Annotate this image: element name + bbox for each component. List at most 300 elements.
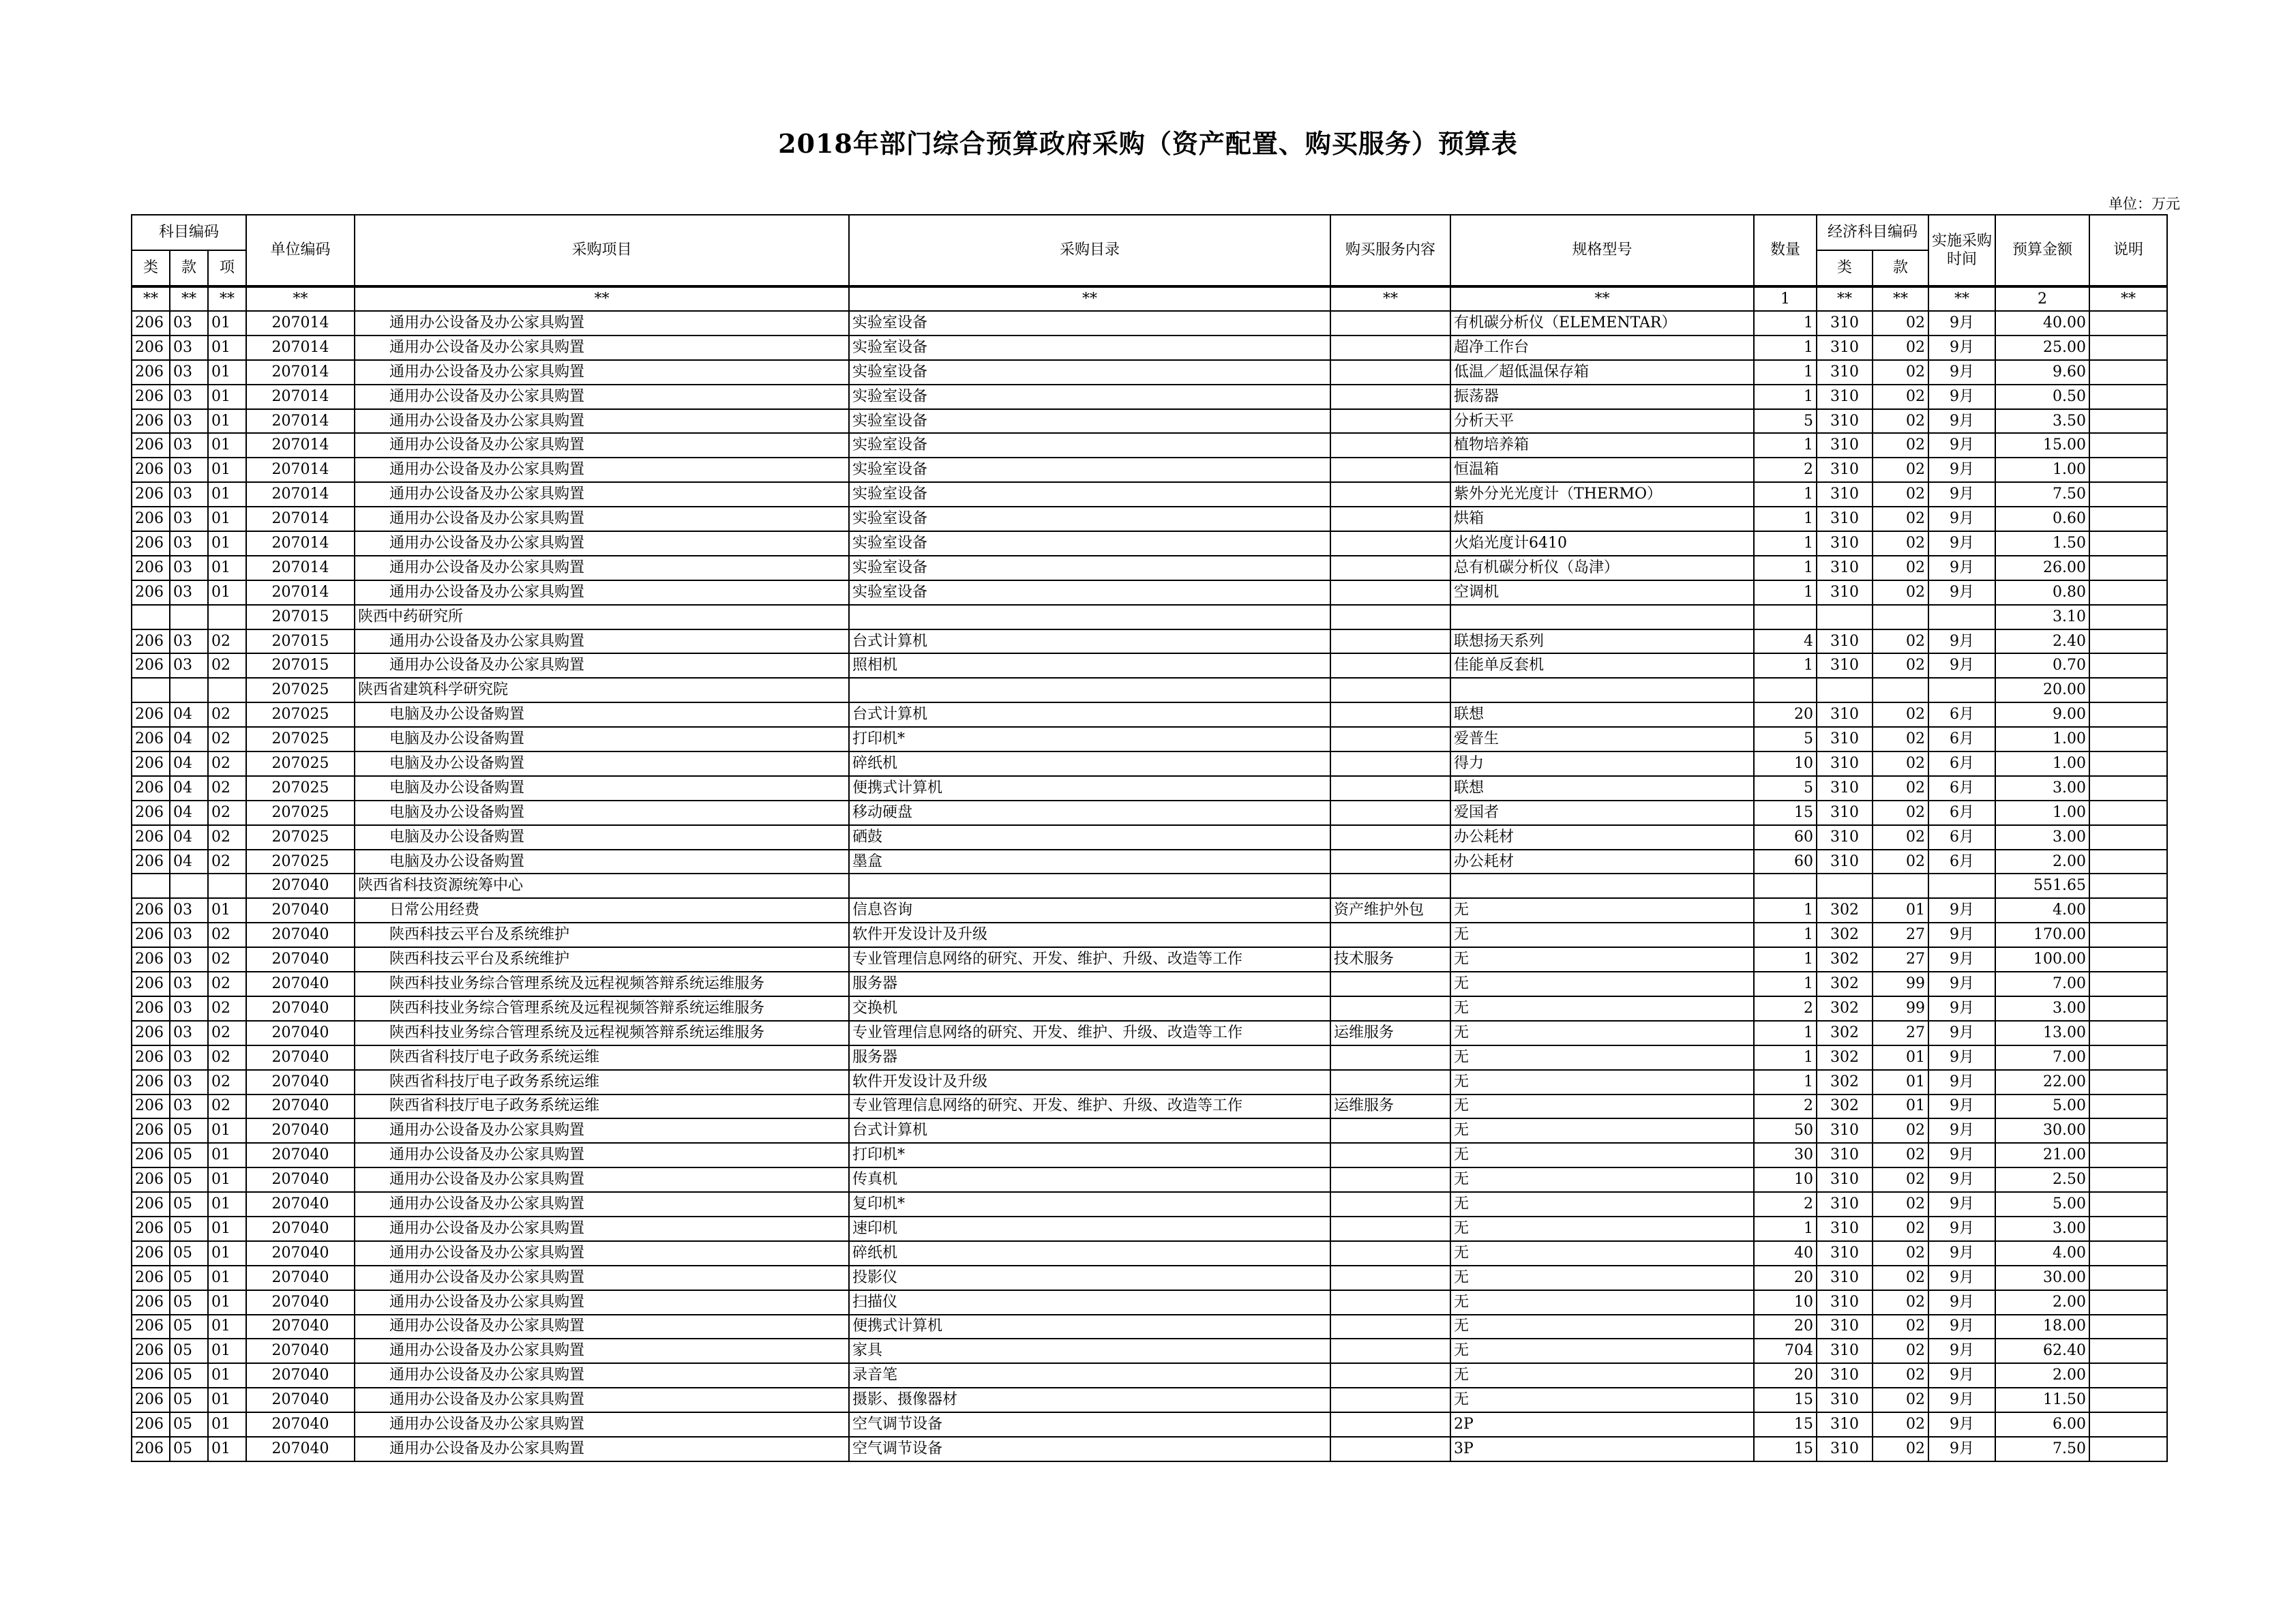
cell-amount: 1.00: [1995, 801, 2089, 825]
cell-spec: 无: [1450, 898, 1754, 923]
cell-amount: 2.00: [1995, 850, 2089, 874]
cell-econ-kuan: 02: [1873, 850, 1928, 874]
cell-qty: 30: [1754, 1143, 1817, 1167]
cell-amount: 1.00: [1995, 751, 2089, 776]
cell-service: [1330, 874, 1450, 898]
cell-service: [1330, 825, 1450, 850]
cell-time: 9月: [1928, 1118, 1995, 1143]
cell-qty: 40: [1754, 1241, 1817, 1266]
cell-econ-kuan: 02: [1873, 1388, 1928, 1412]
cell-project: 陕西科技云平台及系统维护: [355, 923, 849, 947]
cell-econ-kuan: 02: [1873, 1118, 1928, 1143]
cell-service: [1330, 751, 1450, 776]
marker-cell: **: [849, 286, 1330, 311]
table-row: [132, 1388, 2167, 1412]
cell-xiang: 02: [208, 947, 246, 972]
cell-time: [1928, 874, 1995, 898]
cell-note: [2089, 409, 2167, 434]
cell-lei: 206: [132, 1412, 170, 1437]
cell-note: [2089, 923, 2167, 947]
cell-note: [2089, 1388, 2167, 1412]
cell-time: 9月: [1928, 1437, 1995, 1461]
cell-xiang: 01: [208, 531, 246, 556]
cell-xiang: 01: [208, 1339, 246, 1363]
cell-catalog: 实验室设备: [849, 336, 1330, 360]
cell-kuan: 03: [170, 972, 208, 996]
cell-econ-kuan: 01: [1873, 898, 1928, 923]
cell-note: [2089, 531, 2167, 556]
header-project: 采购项目: [355, 215, 849, 286]
cell-lei: 206: [132, 1217, 170, 1241]
cell-lei: 206: [132, 629, 170, 654]
cell-xiang: 01: [208, 1388, 246, 1412]
table-header: [132, 215, 2167, 286]
cell-xiang: 01: [208, 1412, 246, 1437]
table-row: [132, 311, 2167, 336]
cell-lei: 206: [132, 923, 170, 947]
cell-amount: 0.50: [1995, 385, 2089, 409]
cell-xiang: 02: [208, 776, 246, 801]
cell-spec: 佳能单反套机: [1450, 653, 1754, 678]
cell-kuan: 03: [170, 433, 208, 458]
cell-catalog: 台式计算机: [849, 702, 1330, 727]
cell-qty: 20: [1754, 702, 1817, 727]
cell-service: [1330, 1363, 1450, 1388]
cell-lei: 206: [132, 1241, 170, 1266]
header-spec: 规格型号: [1450, 215, 1754, 286]
cell-econ-lei: 310: [1817, 531, 1873, 556]
cell-unit-code: 207014: [246, 385, 355, 409]
cell-xiang: 02: [208, 1021, 246, 1045]
cell-note: [2089, 1045, 2167, 1070]
table-row: [132, 556, 2167, 580]
table-row: [132, 458, 2167, 482]
table-row: [132, 1192, 2167, 1217]
cell-econ-kuan: 01: [1873, 1045, 1928, 1070]
cell-note: [2089, 458, 2167, 482]
cell-time: 6月: [1928, 801, 1995, 825]
table-row: [132, 385, 2167, 409]
cell-unit-code: 207040: [246, 1167, 355, 1192]
table-row: [132, 360, 2167, 385]
table-row: [132, 482, 2167, 507]
cell-time: 9月: [1928, 507, 1995, 531]
cell-spec: 振荡器: [1450, 385, 1754, 409]
cell-amount: 5.00: [1995, 1095, 2089, 1119]
cell-project: 电脑及办公设备购置: [355, 801, 849, 825]
cell-unit-code: 207040: [246, 1192, 355, 1217]
cell-qty: [1754, 678, 1817, 702]
cell-time: 9月: [1928, 1388, 1995, 1412]
cell-unit-code: 207015: [246, 629, 355, 654]
cell-qty: 50: [1754, 1118, 1817, 1143]
cell-amount: 26.00: [1995, 556, 2089, 580]
cell-note: [2089, 1192, 2167, 1217]
table-row: [132, 336, 2167, 360]
unit-label: 单位：万元: [2108, 196, 2180, 212]
cell-kuan: 05: [170, 1388, 208, 1412]
cell-econ-kuan: 02: [1873, 1167, 1928, 1192]
cell-kuan: [170, 605, 208, 629]
cell-note: [2089, 1339, 2167, 1363]
cell-spec: 无: [1450, 1143, 1754, 1167]
cell-project: 通用办公设备及办公家具购置: [355, 385, 849, 409]
cell-time: 9月: [1928, 1217, 1995, 1241]
cell-project: 陕西省科技厅电子政务系统运维: [355, 1045, 849, 1070]
table-row: [132, 1412, 2167, 1437]
marker-cell: **: [170, 286, 208, 311]
cell-service: [1330, 1315, 1450, 1339]
cell-note: [2089, 776, 2167, 801]
cell-note: [2089, 1412, 2167, 1437]
cell-time: 9月: [1928, 556, 1995, 580]
cell-kuan: 03: [170, 336, 208, 360]
cell-spec: 无: [1450, 1241, 1754, 1266]
cell-xiang: 01: [208, 1290, 246, 1315]
table-row: [132, 1118, 2167, 1143]
cell-service: [1330, 605, 1450, 629]
cell-service: [1330, 653, 1450, 678]
cell-catalog: 空气调节设备: [849, 1437, 1330, 1461]
cell-time: 9月: [1928, 923, 1995, 947]
cell-unit-code: 207014: [246, 458, 355, 482]
cell-xiang: 01: [208, 1192, 246, 1217]
cell-lei: 206: [132, 482, 170, 507]
cell-kuan: 03: [170, 1095, 208, 1119]
cell-catalog: 硒鼓: [849, 825, 1330, 850]
cell-project: 通用办公设备及办公家具购置: [355, 629, 849, 654]
unit-subtotal-row: [132, 874, 2167, 898]
cell-kuan: 04: [170, 727, 208, 751]
cell-qty: 1: [1754, 653, 1817, 678]
cell-amount: 15.00: [1995, 433, 2089, 458]
cell-catalog: 实验室设备: [849, 360, 1330, 385]
cell-lei: 206: [132, 702, 170, 727]
cell-xiang: 02: [208, 727, 246, 751]
cell-lei: 206: [132, 1266, 170, 1290]
cell-xiang: [208, 874, 246, 898]
cell-project: 通用办公设备及办公家具购置: [355, 1412, 849, 1437]
cell-note: [2089, 385, 2167, 409]
cell-econ-kuan: 02: [1873, 1363, 1928, 1388]
cell-spec: 无: [1450, 1045, 1754, 1070]
cell-project: 陕西省建筑科学研究院: [355, 678, 849, 702]
cell-project: 通用办公设备及办公家具购置: [355, 1217, 849, 1241]
cell-xiang: 02: [208, 972, 246, 996]
cell-note: [2089, 1241, 2167, 1266]
cell-note: [2089, 898, 2167, 923]
cell-amount: 30.00: [1995, 1118, 2089, 1143]
cell-spec: 无: [1450, 1290, 1754, 1315]
cell-spec: 无: [1450, 923, 1754, 947]
cell-qty: 1: [1754, 507, 1817, 531]
cell-amount: 0.60: [1995, 507, 2089, 531]
cell-spec: 空调机: [1450, 580, 1754, 605]
cell-unit-code: 207025: [246, 678, 355, 702]
cell-lei: 206: [132, 1045, 170, 1070]
cell-econ-kuan: 02: [1873, 727, 1928, 751]
cell-note: [2089, 556, 2167, 580]
cell-note: [2089, 433, 2167, 458]
header-kuan: 款: [170, 250, 208, 286]
cell-lei: 206: [132, 801, 170, 825]
cell-spec: 办公耗材: [1450, 850, 1754, 874]
cell-project: 日常公用经费: [355, 898, 849, 923]
cell-project: 通用办公设备及办公家具购置: [355, 1241, 849, 1266]
cell-time: 9月: [1928, 580, 1995, 605]
cell-econ-lei: 310: [1817, 556, 1873, 580]
marker-cell: **: [1873, 286, 1928, 311]
cell-kuan: 05: [170, 1241, 208, 1266]
cell-lei: 206: [132, 850, 170, 874]
cell-econ-lei: 310: [1817, 1363, 1873, 1388]
cell-qty: 1: [1754, 531, 1817, 556]
cell-econ-lei: 310: [1817, 507, 1873, 531]
cell-econ-kuan: 02: [1873, 1339, 1928, 1363]
cell-econ-kuan: 02: [1873, 653, 1928, 678]
cell-econ-lei: 302: [1817, 1021, 1873, 1045]
cell-unit-code: 207040: [246, 1363, 355, 1388]
cell-qty: 1: [1754, 556, 1817, 580]
cell-spec: 无: [1450, 947, 1754, 972]
cell-kuan: 05: [170, 1143, 208, 1167]
cell-spec: 无: [1450, 1021, 1754, 1045]
cell-unit-code: 207040: [246, 1266, 355, 1290]
cell-amount: 551.65: [1995, 874, 2089, 898]
cell-amount: 1.50: [1995, 531, 2089, 556]
cell-lei: 206: [132, 580, 170, 605]
cell-note: [2089, 605, 2167, 629]
cell-qty: 1: [1754, 482, 1817, 507]
cell-catalog: 家具: [849, 1339, 1330, 1363]
cell-service: [1330, 1290, 1450, 1315]
cell-qty: 10: [1754, 1290, 1817, 1315]
cell-catalog: 专业管理信息网络的研究、开发、维护、升级、改造等工作: [849, 947, 1330, 972]
cell-econ-kuan: 02: [1873, 1315, 1928, 1339]
cell-time: 9月: [1928, 385, 1995, 409]
table-row: [132, 850, 2167, 874]
cell-service: [1330, 1045, 1450, 1070]
cell-econ-lei: 310: [1817, 1339, 1873, 1363]
cell-lei: 206: [132, 556, 170, 580]
cell-time: 9月: [1928, 1070, 1995, 1095]
cell-service: [1330, 1266, 1450, 1290]
cell-spec: 无: [1450, 1388, 1754, 1412]
cell-note: [2089, 336, 2167, 360]
cell-econ-lei: 302: [1817, 1095, 1873, 1119]
cell-time: [1928, 678, 1995, 702]
cell-time: 6月: [1928, 825, 1995, 850]
cell-lei: 206: [132, 507, 170, 531]
cell-time: 9月: [1928, 458, 1995, 482]
cell-qty: 1: [1754, 1045, 1817, 1070]
cell-project: 陕西科技业务综合管理系统及远程视频答辩系统运维服务: [355, 972, 849, 996]
cell-unit-code: 207040: [246, 972, 355, 996]
cell-service: [1330, 1217, 1450, 1241]
cell-unit-code: 207014: [246, 556, 355, 580]
cell-xiang: 02: [208, 801, 246, 825]
cell-xiang: 01: [208, 1143, 246, 1167]
cell-lei: 206: [132, 1118, 170, 1143]
cell-unit-code: 207040: [246, 874, 355, 898]
cell-catalog: 实验室设备: [849, 433, 1330, 458]
cell-econ-lei: 310: [1817, 482, 1873, 507]
cell-catalog: 照相机: [849, 653, 1330, 678]
cell-econ-lei: 310: [1817, 311, 1873, 336]
cell-qty: 1: [1754, 1070, 1817, 1095]
cell-lei: 206: [132, 653, 170, 678]
cell-econ-kuan: [1873, 874, 1928, 898]
cell-econ-lei: 310: [1817, 825, 1873, 850]
cell-spec: 无: [1450, 1167, 1754, 1192]
cell-lei: 206: [132, 1388, 170, 1412]
cell-time: 9月: [1928, 653, 1995, 678]
cell-xiang: 02: [208, 996, 246, 1021]
cell-amount: 22.00: [1995, 1070, 2089, 1095]
cell-amount: 2.40: [1995, 629, 2089, 654]
cell-time: 6月: [1928, 776, 1995, 801]
cell-econ-kuan: 02: [1873, 507, 1928, 531]
cell-project: 通用办公设备及办公家具购置: [355, 1266, 849, 1290]
cell-econ-kuan: [1873, 605, 1928, 629]
cell-econ-lei: 310: [1817, 336, 1873, 360]
cell-qty: 10: [1754, 751, 1817, 776]
cell-kuan: 03: [170, 898, 208, 923]
cell-spec: [1450, 605, 1754, 629]
cell-econ-lei: 310: [1817, 580, 1873, 605]
marker-cell: **: [2089, 286, 2167, 311]
cell-service: [1330, 507, 1450, 531]
cell-service: [1330, 702, 1450, 727]
cell-note: [2089, 850, 2167, 874]
cell-lei: 206: [132, 1192, 170, 1217]
cell-project: 电脑及办公设备购置: [355, 825, 849, 850]
cell-note: [2089, 825, 2167, 850]
cell-time: 9月: [1928, 1290, 1995, 1315]
cell-econ-lei: [1817, 605, 1873, 629]
cell-xiang: 02: [208, 1045, 246, 1070]
cell-qty: 1: [1754, 1021, 1817, 1045]
cell-note: [2089, 1315, 2167, 1339]
cell-amount: 100.00: [1995, 947, 2089, 972]
cell-catalog: 台式计算机: [849, 1118, 1330, 1143]
table-row: [132, 702, 2167, 727]
cell-note: [2089, 996, 2167, 1021]
cell-amount: 30.00: [1995, 1266, 2089, 1290]
cell-econ-lei: 310: [1817, 1241, 1873, 1266]
cell-unit-code: 207040: [246, 1118, 355, 1143]
marker-cell: 2: [1995, 286, 2089, 311]
cell-econ-lei: 310: [1817, 409, 1873, 434]
cell-time: 6月: [1928, 751, 1995, 776]
cell-econ-kuan: 02: [1873, 531, 1928, 556]
cell-kuan: 03: [170, 556, 208, 580]
header-note: 说明: [2089, 215, 2167, 286]
cell-unit-code: 207014: [246, 482, 355, 507]
cell-econ-lei: 302: [1817, 1070, 1873, 1095]
cell-xiang: 01: [208, 556, 246, 580]
cell-econ-kuan: 02: [1873, 702, 1928, 727]
cell-kuan: 03: [170, 1021, 208, 1045]
cell-service: [1330, 556, 1450, 580]
cell-kuan: 03: [170, 482, 208, 507]
cell-note: [2089, 678, 2167, 702]
cell-spec: 爱国者: [1450, 801, 1754, 825]
cell-unit-code: 207040: [246, 898, 355, 923]
cell-time: 9月: [1928, 972, 1995, 996]
cell-econ-lei: 310: [1817, 801, 1873, 825]
cell-spec: 紫外分光光度计（THERMO）: [1450, 482, 1754, 507]
cell-amount: 40.00: [1995, 311, 2089, 336]
cell-service: [1330, 385, 1450, 409]
cell-service: [1330, 531, 1450, 556]
cell-unit-code: 207040: [246, 1241, 355, 1266]
table-row: [132, 1241, 2167, 1266]
cell-project: 电脑及办公设备购置: [355, 776, 849, 801]
cell-lei: 206: [132, 1437, 170, 1461]
cell-lei: 206: [132, 947, 170, 972]
cell-econ-lei: 310: [1817, 727, 1873, 751]
table-row: [132, 629, 2167, 654]
cell-note: [2089, 311, 2167, 336]
cell-unit-code: 207040: [246, 1437, 355, 1461]
cell-time: 9月: [1928, 531, 1995, 556]
cell-xiang: [208, 678, 246, 702]
cell-amount: 3.00: [1995, 825, 2089, 850]
cell-xiang: 01: [208, 1315, 246, 1339]
cell-spec: 联想: [1450, 776, 1754, 801]
table-body: [132, 311, 2167, 1461]
cell-service: [1330, 972, 1450, 996]
cell-xiang: 01: [208, 1437, 246, 1461]
cell-catalog: 服务器: [849, 972, 1330, 996]
cell-amount: 170.00: [1995, 923, 2089, 947]
cell-time: 9月: [1928, 1192, 1995, 1217]
cell-unit-code: 207025: [246, 776, 355, 801]
cell-service: [1330, 1192, 1450, 1217]
cell-project: 通用办公设备及办公家具购置: [355, 1339, 849, 1363]
cell-lei: 206: [132, 385, 170, 409]
cell-amount: 3.00: [1995, 996, 2089, 1021]
cell-kuan: 05: [170, 1118, 208, 1143]
cell-econ-lei: 310: [1817, 1118, 1873, 1143]
cell-project: 通用办公设备及办公家具购置: [355, 1388, 849, 1412]
cell-econ-lei: [1817, 874, 1873, 898]
cell-lei: 206: [132, 1143, 170, 1167]
cell-qty: 10: [1754, 1167, 1817, 1192]
cell-unit-code: 207040: [246, 1070, 355, 1095]
cell-spec: 烘箱: [1450, 507, 1754, 531]
cell-catalog: 便携式计算机: [849, 1315, 1330, 1339]
cell-spec: 无: [1450, 1118, 1754, 1143]
cell-kuan: 04: [170, 850, 208, 874]
cell-catalog: 台式计算机: [849, 629, 1330, 654]
cell-catalog: 服务器: [849, 1045, 1330, 1070]
cell-lei: [132, 874, 170, 898]
cell-service: [1330, 1167, 1450, 1192]
cell-time: 6月: [1928, 702, 1995, 727]
cell-kuan: 05: [170, 1437, 208, 1461]
cell-catalog: 实验室设备: [849, 458, 1330, 482]
cell-econ-lei: 310: [1817, 1290, 1873, 1315]
cell-service: 运维服务: [1330, 1095, 1450, 1119]
cell-qty: 60: [1754, 825, 1817, 850]
cell-econ-kuan: 99: [1873, 996, 1928, 1021]
cell-econ-kuan: 02: [1873, 385, 1928, 409]
cell-qty: 1: [1754, 1217, 1817, 1241]
cell-project: 通用办公设备及办公家具购置: [355, 311, 849, 336]
cell-econ-lei: 302: [1817, 972, 1873, 996]
